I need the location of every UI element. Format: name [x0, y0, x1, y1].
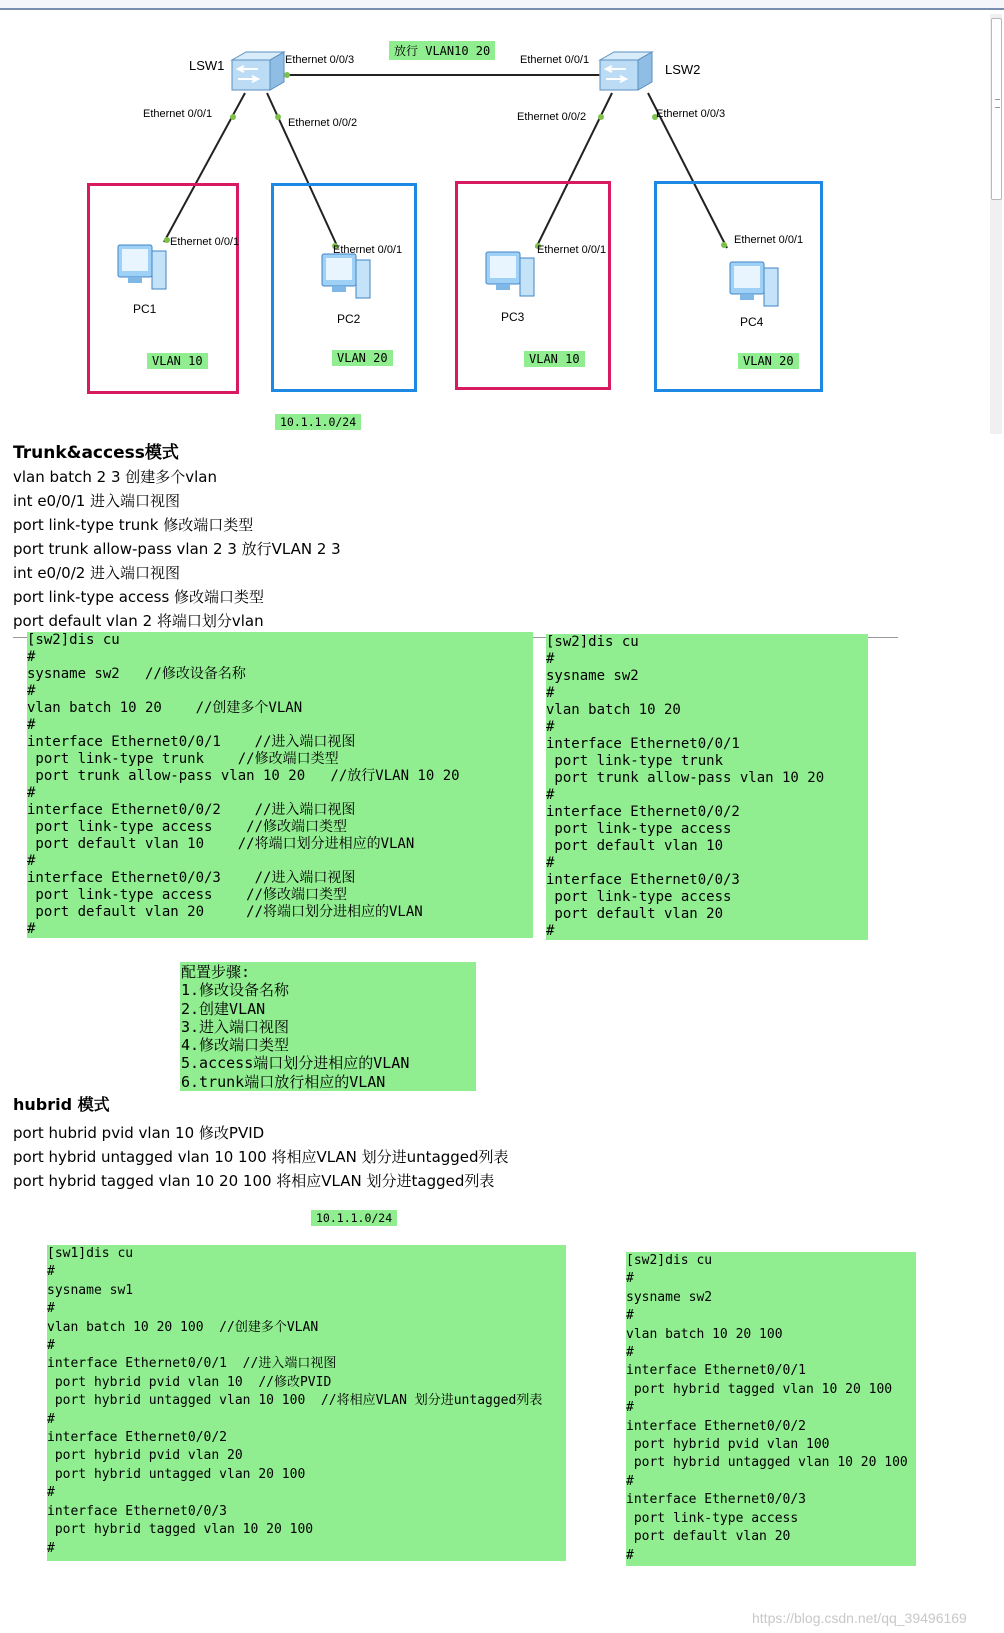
config-step-item: 4.修改端口类型 — [181, 1036, 290, 1055]
config-block-sw2-hybrid: [sw2]dis cu # sysname sw2 # vlan batch 10 20 100 # interface Ethernet0/0/1 port hybrid tagged vlan 10 20 100 # interface Ethernet0/0/2 port hybrid pvid vlan 100 port hybrid untagged vlan 10 20 100 # interface Ethernet0/0/3 port link-type access port default vlan 20 # — [626, 1252, 916, 1566]
config-step-item: 6.trunk端口放行相应的VLAN — [181, 1072, 386, 1091]
switch-icon — [600, 52, 652, 90]
trunk-allow-tag: 放行 VLAN10 20 — [389, 41, 495, 60]
pc-label-pc1: PC1 — [133, 302, 157, 316]
command-line: int e0/0/1 进入端口视图 — [13, 492, 181, 510]
port-label: Ethernet 0/0/1 — [734, 234, 804, 246]
config-step-item: 3.进入端口视图 — [181, 1017, 290, 1036]
config-block-sw2-annotated: [sw2]dis cu # sysname sw2 //修改设备名称 # vlan batch 10 20 //创建多个VLAN # interface Ethernet0/0/1 //进入端口视图 port link-type trunk //修改端口类型 port trunk allow-pass vlan 10 20 //放行VLAN 10 20 # interface Ethernet0/0/2 //进入端口视图 port link-type access //修改端口类型 port default vlan 10 //将端口划分进相应的VLAN # interface Ethernet0/0/3 //进入端口视图 port link-type access //修改端口类型 port default vlan 20 //将端口划分进相应的VLAN # — [27, 632, 533, 938]
switch-label-lsw2: LSW2 — [665, 62, 701, 77]
command-line: port hubrid pvid vlan 10 修改PVID — [13, 1124, 265, 1142]
port-label: Ethernet 0/0/2 — [288, 117, 358, 129]
command-line: port hybrid untagged vlan 10 100 将相应VLAN 划分进untagged列表 — [13, 1148, 509, 1166]
command-line: int e0/0/2 进入端口视图 — [13, 564, 181, 582]
vlan-tag-pc3: VLAN 10 — [524, 351, 585, 367]
port-dot — [598, 114, 604, 120]
port-dot — [275, 114, 281, 120]
port-dot — [284, 72, 290, 78]
vlan-tag-pc1: VLAN 10 — [147, 353, 208, 369]
port-label: Ethernet 0/0/1 — [333, 244, 403, 256]
config-step-item: 5.access端口划分进相应的VLAN — [181, 1054, 410, 1073]
command-line: port trunk allow-pass vlan 2 3 放行VLAN 2 3 — [13, 540, 341, 558]
vlan-tag-pc2: VLAN 20 — [332, 350, 393, 366]
config-step-item: 1.修改设备名称 — [181, 981, 290, 1000]
grip-icon — [995, 99, 1000, 108]
switch-label-lsw1: LSW1 — [189, 58, 225, 73]
port-label: Ethernet 0/0/3 — [656, 108, 726, 120]
pc-label-pc2: PC2 — [337, 312, 361, 326]
config-block-sw1-hybrid: [sw1]dis cu # sysname sw1 # vlan batch 10 20 100 //创建多个VLAN # interface Ethernet0/0/1 //进入端口视图 port hybrid pvid vlan 10 //修改PVID port hybrid untagged vlan 10 100 //将相应VLAN 划分进untagged列表 # interface Ethernet0/0/2 port hybrid pvid vlan 20 port hybrid untagged vlan 20 100 # interface Ethernet0/0/3 port hybrid tagged vlan 10 20 100 # — [47, 1245, 566, 1561]
config-block-sw2-plain: [sw2]dis cu # sysname sw2 # vlan batch 10 20 # interface Ethernet0/0/1 port link-type trunk port trunk allow-pass vlan 10 20 # interface Ethernet0/0/2 port link-type access port default vlan 10 # interface Ethernet0/0/3 port link-type access port default vlan 20 # — [546, 634, 868, 940]
config-step-item: 2.创建VLAN — [181, 999, 266, 1018]
config-steps-title: 配置步骤: — [181, 963, 251, 981]
switch-icon — [232, 52, 284, 90]
command-line: port link-type trunk 修改端口类型 — [13, 516, 254, 534]
command-line: port default vlan 2 将端口划分vlan — [13, 612, 264, 630]
command-line: port hybrid tagged vlan 10 20 100 将相应VLAN 划分进tagged列表 — [13, 1172, 495, 1190]
port-label: Ethernet 0/0/2 — [517, 111, 587, 123]
port-label: Ethernet 0/0/1 — [520, 54, 590, 66]
section-title-trunk-access: Trunk&access模式 — [13, 443, 179, 463]
vlan-tag-pc4: VLAN 20 — [738, 353, 799, 369]
command-line: vlan batch 2 3 创建多个vlan — [13, 468, 217, 486]
subnet-tag-hybrid: 10.1.1.0/24 — [311, 1210, 397, 1226]
port-label: Ethernet 0/0/1 — [143, 108, 213, 120]
watermark: https://blog.csdn.net/qq_39496169 — [752, 1610, 967, 1626]
port-dot — [230, 114, 236, 120]
scrollbar-thumb[interactable] — [991, 18, 1002, 200]
pc-label-pc3: PC3 — [501, 310, 525, 324]
pc-label-pc4: PC4 — [740, 315, 764, 329]
config-steps-box — [180, 962, 476, 1091]
vertical-scrollbar[interactable] — [990, 14, 1002, 434]
port-label: Ethernet 0/0/3 — [285, 54, 355, 66]
port-label: Ethernet 0/0/1 — [537, 244, 607, 256]
port-label: Ethernet 0/0/1 — [170, 236, 240, 248]
command-line: port link-type access 修改端口类型 — [13, 588, 265, 606]
subnet-tag: 10.1.1.0/24 — [275, 414, 361, 430]
section-title-hybrid: hubrid 模式 — [13, 1095, 110, 1114]
